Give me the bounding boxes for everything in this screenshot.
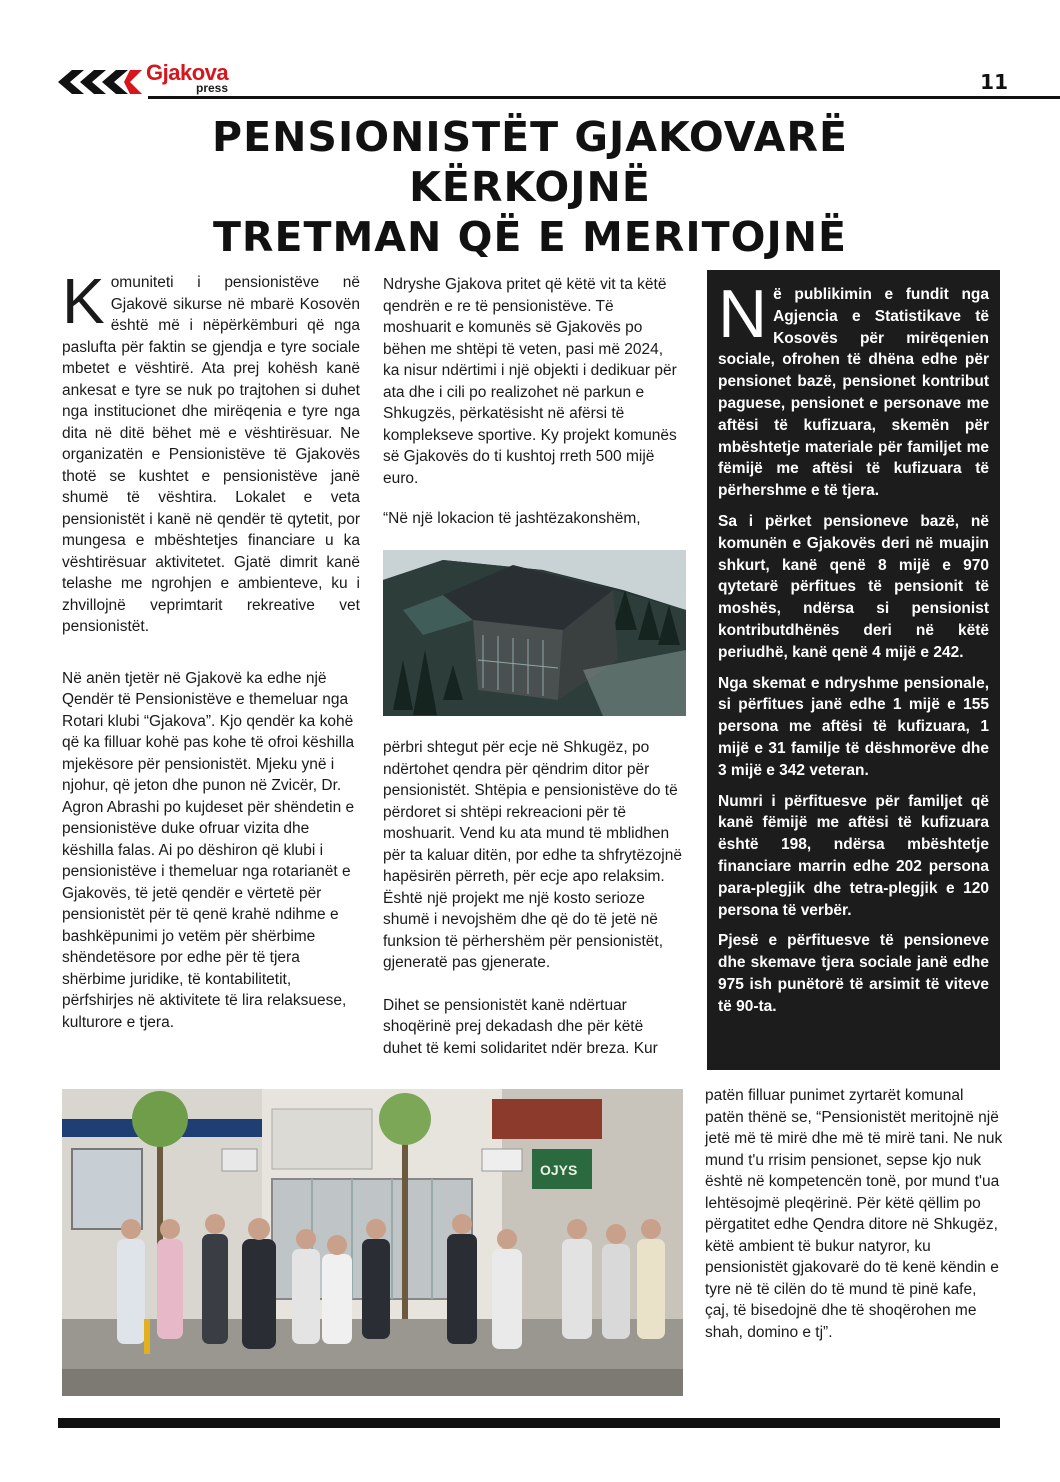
page-number: 11 xyxy=(980,70,1008,94)
sidebar-paragraph xyxy=(718,276,989,502)
building-render-image xyxy=(383,550,686,716)
gjakova-press-logo xyxy=(146,62,296,96)
article-column-4 xyxy=(705,1085,1003,1364)
sidebar-paragraph: Nga skemat e ndryshme pensionale, si përfitues janë edhe 1 mijë e 155 persona me aftësi të kufizuara, 1 mijë e 31 familje të dëshmorëve dhe 3 mijë e 342 veteran. xyxy=(718,674,989,779)
sidebar-paragraph: Sa i përket pensioneve bazë, në komunën e Gjakovës deri në muajin shkurt, kanë qenë 8 mijë e 970 qytetarë përfitues të pensionit të moshës, ndërsa si pensionist kontributdhënës deri në këtë periudhë, kanë qenë 4 mijë e 242. xyxy=(718,512,989,661)
sidebar-paragraph: Numri i përfituesve për familjet që kanë fëmijë me aftësi të kufizuara është 198, ndërsa mbështetje financiare marrin edhe 202 persona para-plegjik dhe tetra-plegjik e 120 persona të verbër. xyxy=(718,792,989,919)
paragraph-text: omuniteti i pensionistëve në Gjakovë sikurse në mbarë Kosovën është më i nëpërkëmburi që nga paslufta për faktin se gjendja e tyre sociale mbetet e vështirë. Ata prej kohësh kanë ankesat e tyre se nuk po trajtohen si duhet nga institucionet dhe mirëqenia e tyre nga dita në ditë bëhet më e vështirësuar. Ne organizatën e Pensionistëve të Gjakovës thotë se kushtet e pensionistëve janë shumë të vështira. Lokalet e veta pensionistët i kanë në qendër të qytetit, por mungesa e mbështetjes financiare u ka vështirësuar aktivitetet. Gjatë dimrit kanë telashe me ngrohjen e ambienteve, ku i zhvillojnë veprimtarit rekreative vet pensionistët. xyxy=(62,274,360,635)
header-rule xyxy=(148,96,1060,99)
shop-sign-text: OJYS xyxy=(540,1162,578,1178)
page-header xyxy=(58,62,1008,100)
article-column-1 xyxy=(62,265,360,1054)
drop-cap: N xyxy=(718,276,768,352)
paragraph: përbri shtegut për ecje në Shkugëz, po ndërtohet qendra për qëndrim ditor për pensionistët. Shtëpia e pensionistëve do të përdoret si shtëpi rekreacioni për të moshuarit. Vend ku ata mund të mblidhen për ta kaluar ditën, por edhe ta shfrytëzojnë hapësirën përreth, për ecje apo relaksim. Është një projekt me një kosto serioze shumë i nevojshëm dhe që do të jetë në funksion të përhershëm për pensionistët, gjeneratë pas gjenerate. xyxy=(383,739,682,971)
statistics-sidebar xyxy=(707,270,1000,1070)
article-headline xyxy=(60,112,1000,262)
paragraph: “Në një lokacion të jashtëzakonshëm, xyxy=(383,510,641,527)
article-column-2-continued xyxy=(383,737,683,1080)
paragraph-text: ë publikimin e fundit nga Agjencia e Statistikave të Kosovës për mirëqenien sociale, ofrohen të dhëna edhe për pensionet bazë, pensionet kontribut paguese, pensionet e personave me aftësi të kufizuara, skemën për mbështetje materiale për familjet me fëmijë me aftësi të kufizuara të përhershme e të tjera. xyxy=(718,286,989,500)
chevron-left-icon xyxy=(58,70,142,94)
footer-rule xyxy=(58,1418,1000,1428)
paragraph: patën filluar punimet zyrtarët komunal patën thënë se, “Pensionistët meritojnë një jetë më të mirë dhe më të mirë tani. Ne nuk mund t'u rrisim pensionet, sepse kjo nuk është në kompetencën tonë, por mund t'ua lehtësojmë pleqërinë. Për këtë qëllim po përgatitet edhe Qendra ditore në Shkugëz, këtë ambient të bukur natyror, ku pensionistët gjakovarë do të kenë këndin e tyre në të cilën do të mund të pinë kafe, çaj, të bisedojnë dhe të shoqërohen me shah, domino e tj”. xyxy=(705,1087,1003,1341)
headline-line-3: TRETMAN QË E MERITOJNË xyxy=(212,213,848,261)
paragraph: Ndryshe Gjakova pritet që këtë vit ta këtë qendrën e re të pensionistëve. Të moshuarit e komunës së Gjakovës po bëhen me shtëpi të veten, pasi më 2024, ka nisur ndërtimi i një objekti i dedikuar për ata dhe i cili po realizohet në parkun e Shkugzës, përkatësisht në afërsi të komplekseve sportive. Ky projekt komunës së Gjakovës do ti kushtoj rreth 500 mijë euro. xyxy=(383,276,677,487)
paragraph: Dihet se pensionistët kanë ndërtuar shoqërinë prej dekadash dhe për këtë duhet të kemi solidaritet ndër breza. Kur xyxy=(383,996,658,1057)
article-column-2 xyxy=(383,274,683,551)
drop-cap: K xyxy=(62,265,105,337)
sidebar-paragraph: Pjesë e përfituesve të pensioneve dhe skemave tjera sociale janë edhe 975 ish punëtorë të arsimit të viteve të 90-ta. xyxy=(718,932,989,1015)
paragraph: Në anën tjetër në Gjakovë ka edhe një Qendër të Pensionistëve e themeluar nga Rotari klubi “Gjakova”. Kjo qendër ka kohë që ka filluar kohë pas kohe të ofroi këshilla mjekësore për pensionistët. Mjeku ynë i njohur, që jeton dhe punon në Zvicër, Dr. Agron Abrashi po kujdeset për shëndetin e pensionistëve duke ofruar vizita dhe këshilla falas. Ai po dëshiron që klubi i pensionistëve i themeluar nga rotarianët e Gjakovës, të jetë qendër e vërtetë për pensionistët për të qenë krahë ndihme e bashkëpunimi jo vetëm për shërbime shëndetësore por edhe për të tjera shërbime juridike, të kontabilitetit, përfshirjes në aktivitete të lira relaksuese, kulturore e tjera. xyxy=(62,669,355,1031)
headline-line-2: KËRKOJNË xyxy=(409,163,651,211)
logo-subtitle: press xyxy=(196,81,229,95)
logo-title: Gjakova xyxy=(146,60,229,85)
pensioners-gathering-photo xyxy=(62,1089,683,1396)
headline-line-1: PENSIONISTËT GJAKOVARË xyxy=(212,113,848,161)
paragraph xyxy=(62,265,360,638)
